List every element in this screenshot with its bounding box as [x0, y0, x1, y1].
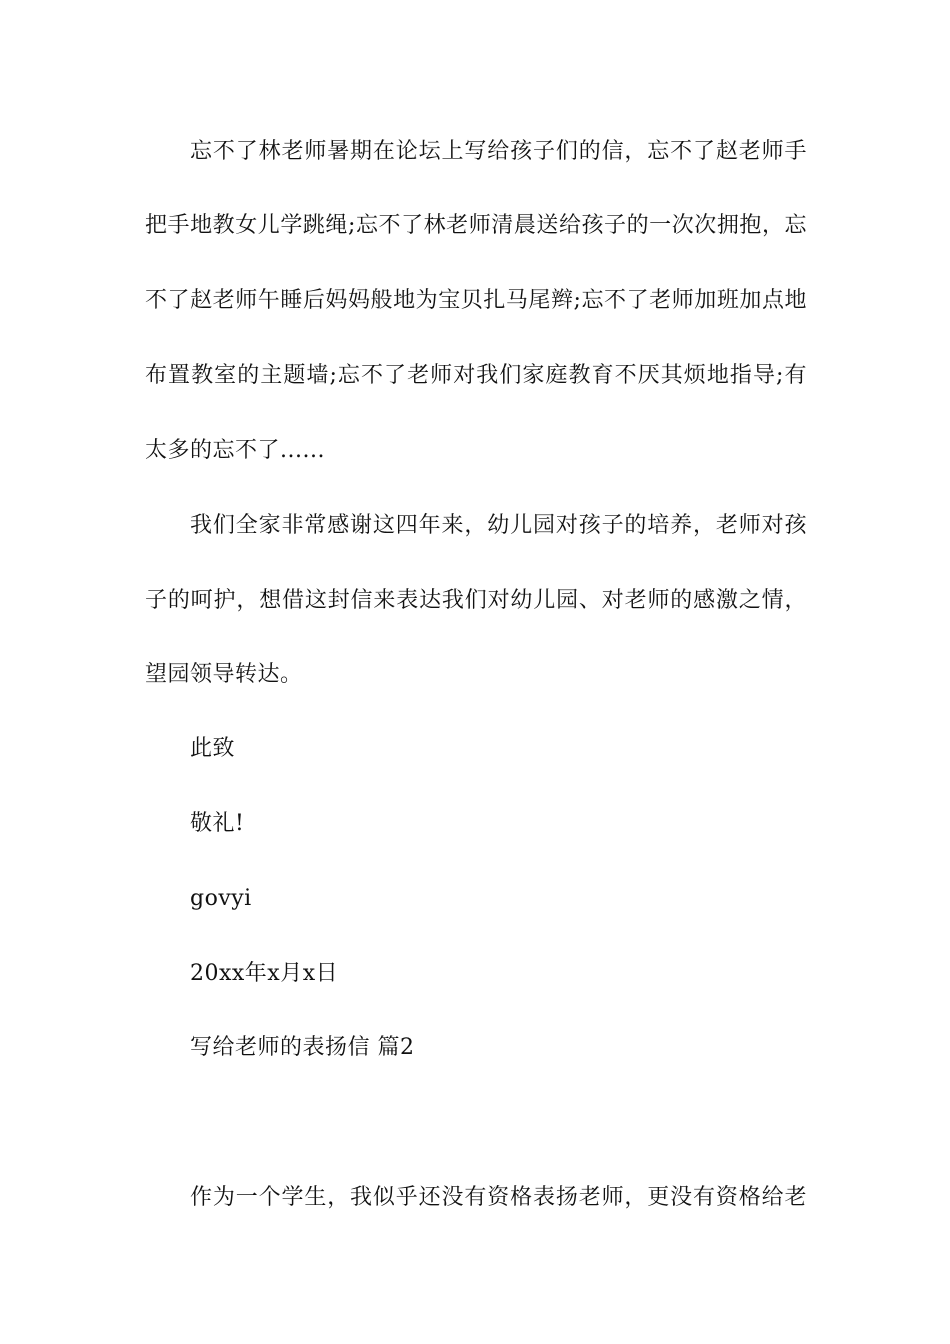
section-title: 写给老师的表扬信 篇2 — [190, 1035, 415, 1060]
paragraph-2-line-3: 望园领导转达。 — [145, 662, 303, 687]
salute: 敬礼! — [190, 811, 245, 836]
signature: govyi — [190, 886, 252, 911]
paragraph-1-line-3: 不了赵老师午睡后妈妈般地为宝贝扎马尾辫;忘不了老师加班加点地 — [145, 288, 807, 313]
date: 20xx年x月x日 — [190, 961, 339, 986]
paragraph-1-line-1: 忘不了林老师暑期在论坛上写给孩子们的信，忘不了赵老师手 — [190, 139, 807, 164]
paragraph-1-line-4: 布置教室的主题墙;忘不了老师对我们家庭教育不厌其烦地指导;有 — [145, 363, 807, 388]
closing: 此致 — [190, 736, 236, 761]
paragraph-1-line-2: 把手地教女儿学跳绳;忘不了林老师清晨送给孩子的一次次拥抱，忘 — [145, 213, 807, 238]
paragraph-2-line-2: 子的呵护，想借这封信来表达我们对幼儿园、对老师的感激之情， — [145, 588, 807, 613]
paragraph-2-line-1: 我们全家非常感谢这四年来，幼儿园对孩子的培养，老师对孩 — [190, 513, 807, 538]
paragraph-1-line-5: 太多的忘不了...... — [145, 438, 325, 463]
paragraph-3-line-1: 作为一个学生，我似乎还没有资格表扬老师，更没有资格给老 — [190, 1185, 807, 1210]
